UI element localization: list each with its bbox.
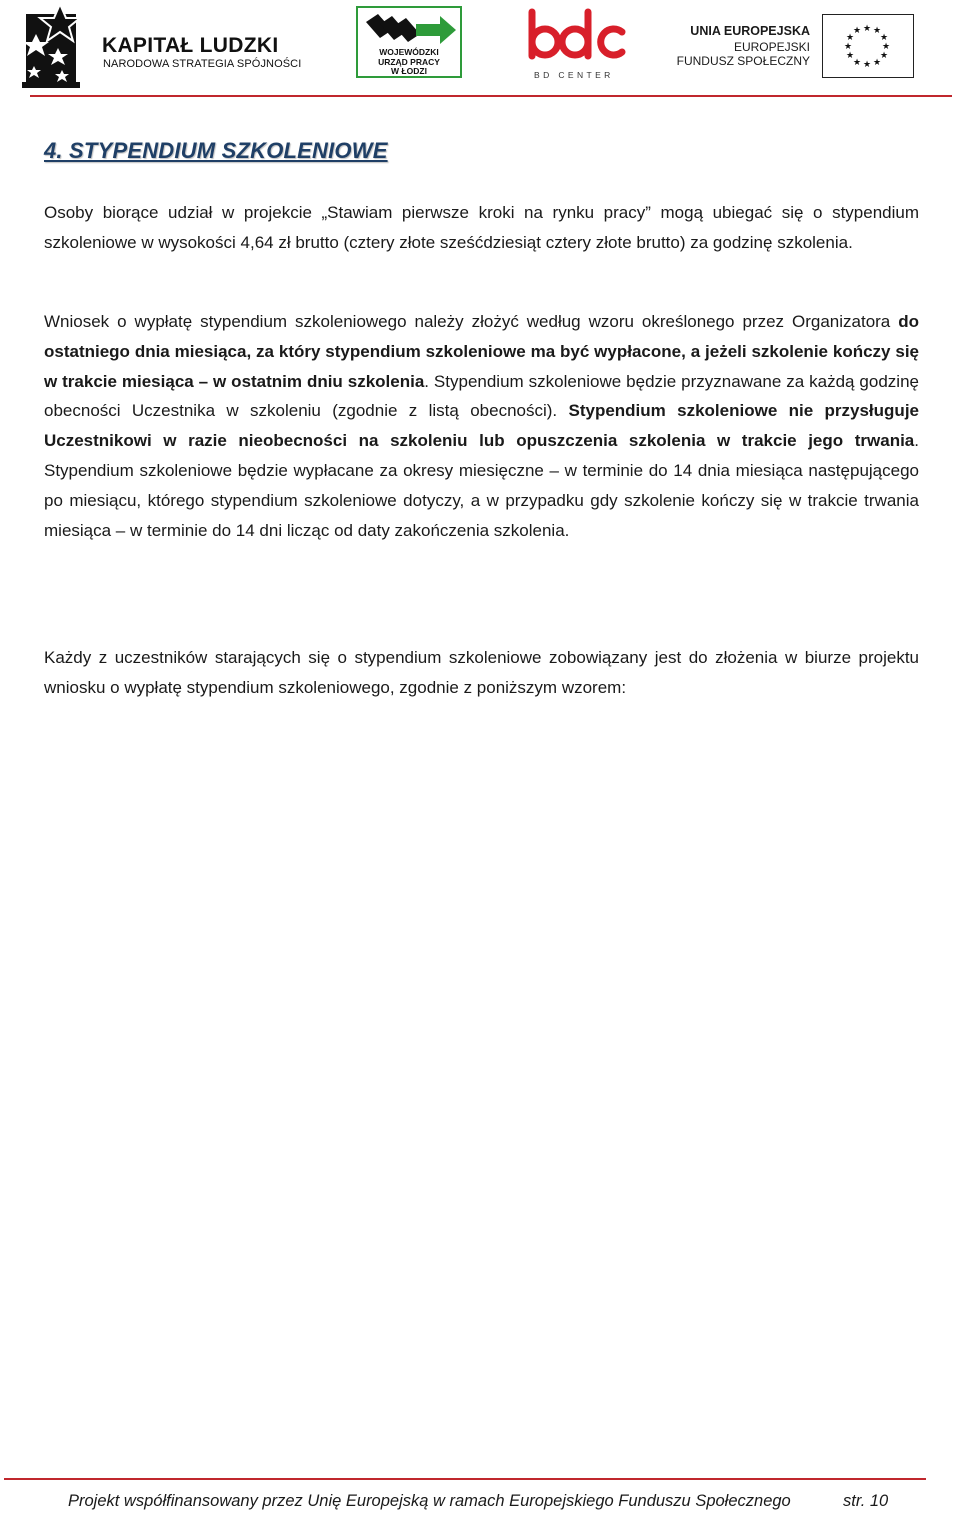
kapital-ludzki-logo <box>22 4 302 88</box>
eu-stars-icon <box>823 15 912 76</box>
svg-text:★: ★ <box>845 51 855 61</box>
bdc-wordmark-icon <box>524 8 628 66</box>
p2-sentence-1: Wniosek o wypłatę stypendium szkoleniowego należy złożyć według wzoru określonego przez Organizatora <box>44 312 899 331</box>
paragraph-scholarship-amount: Osoby biorące udział w projekcie „Stawiam pierwsze kroki na rynku pracy” mogą ubiegać się o stypendium szkoleniowe w wysokości 4,64 zł brutto (cztery złote sześćdziesiąt cztery złote brutto) za godzinę szkolenia. <box>44 203 919 252</box>
kapital-ludzki-icon <box>22 4 100 88</box>
svg-text:★: ★ <box>879 33 889 43</box>
wup-arrow-icon <box>362 12 458 48</box>
footer-cofinancing-note: Projekt współfinansowany przez Unię Europejską w ramach Europejskiego Funduszu Społecznego <box>68 1492 791 1510</box>
p2-deadline-bold: do ostatniego dnia miesiąca, za który stypendium szkoleniowe ma być wypłacone, a jeżeli szkolenie kończy się w trakcie miesiąca – w ostatnim dniu szkolenia <box>44 312 919 391</box>
section-heading: 4. STYPENDIUM SZKOLENIOWE <box>44 138 388 163</box>
svg-text:★: ★ <box>862 60 872 70</box>
wup-line2: URZĄD PRACY <box>378 56 440 67</box>
wup-lodz-name <box>358 48 460 77</box>
svg-text:★: ★ <box>879 51 889 61</box>
kapital-ludzki-subtitle: NARODOWA STRATEGIA SPÓJNOŚCI <box>103 58 302 70</box>
svg-text:★: ★ <box>881 42 891 52</box>
wup-line3: W ŁODZI <box>391 66 427 76</box>
header-rule <box>30 95 952 97</box>
svg-text:★: ★ <box>852 26 862 36</box>
footer-rule <box>4 1478 926 1480</box>
svg-text:★: ★ <box>872 26 882 36</box>
svg-text:★: ★ <box>845 33 855 43</box>
svg-text:★: ★ <box>852 58 862 68</box>
bd-center-logo <box>524 8 628 80</box>
svg-text:★: ★ <box>862 24 872 34</box>
p2-sentence-5: . Stypendium szkoleniowe będzie wypłacane za okresy miesięczne – w terminie do 14 dnia miesiąca następującego po miesiącu, którego stypendium szkoleniowe dotyczy, a w przypadku gdy szkolenie kończy się w trakcie trwania miesiąca – w terminie do 14 dni licząc od daty zakończenia szkolenia. <box>44 431 919 540</box>
wup-line1: WOJEWÓDZKI <box>379 47 439 57</box>
eu-line1: UNIA EUROPEJSKA <box>690 24 810 38</box>
bd-center-subtitle: BD CENTER <box>534 70 614 80</box>
eu-flag <box>822 14 914 78</box>
svg-text:★: ★ <box>843 42 853 52</box>
eu-line3: FUNDUSZ SPOŁECZNY <box>676 54 810 68</box>
page-number: str. 10 <box>843 1492 889 1510</box>
page-header <box>0 0 960 96</box>
svg-text:★: ★ <box>872 58 882 68</box>
p2-sentence-3: . Stypendium szkoleniowe będzie przyznawane za każdą godzinę obecności Uczestnika w szkoleniu (zgodnie z listą obecności). <box>44 371 919 421</box>
p2-absence-bold: Stypendium szkoleniowe nie przysługuje Uczestnikowi w razie nieobecności na szkoleniu lub opuszczenia szkolenia w trakcie jego trwania <box>44 401 919 451</box>
paragraph-submission: Każdy z uczestników starających się o stypendium szkoleniowe zobowiązany jest do złożenia w biurze projektu wniosku o wypłatę stypendium szkoleniowego, zgodnie z poniższym wzorem: <box>44 648 919 697</box>
paragraph-application-rules <box>44 307 919 545</box>
eu-line2: EUROPEJSKI <box>733 40 810 54</box>
wup-lodz-logo <box>356 6 462 78</box>
eu-efs-logo <box>676 14 916 80</box>
kapital-ludzki-title: KAPITAŁ LUDZKI <box>102 34 279 57</box>
